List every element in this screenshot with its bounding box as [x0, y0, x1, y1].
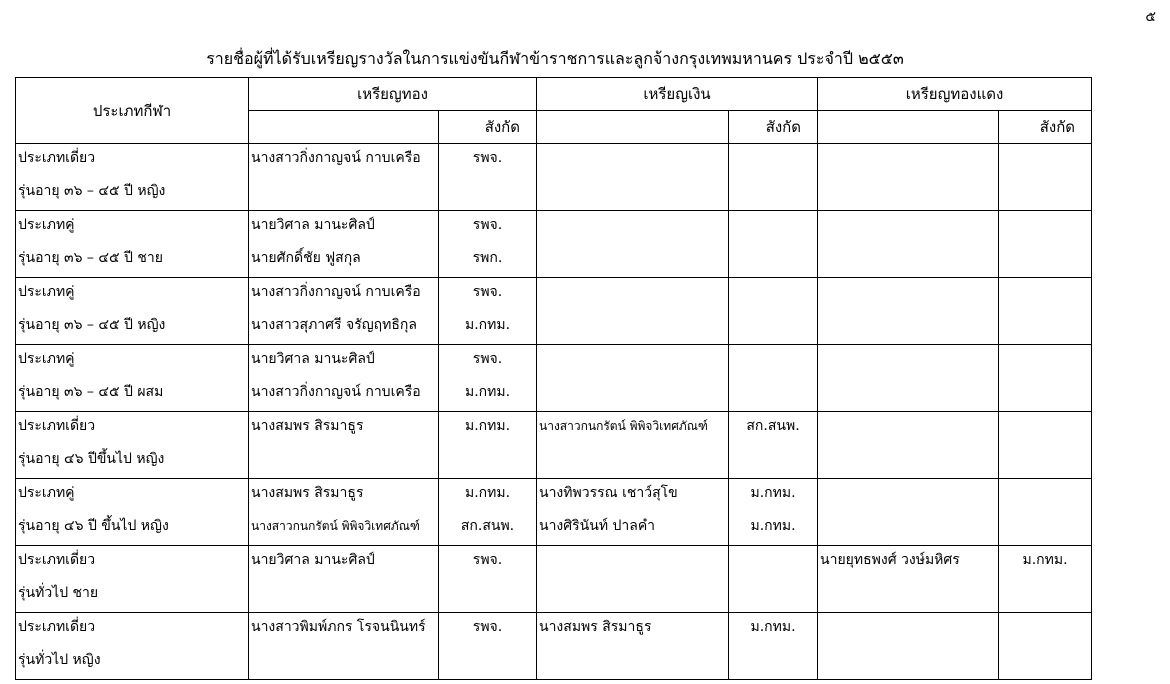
empty-line: [999, 378, 1091, 411]
empty-line: [818, 211, 998, 244]
bronze-affiliation-cell: [999, 479, 1092, 546]
empty-line: [537, 144, 728, 177]
category-cell: [16, 479, 249, 546]
category-text: ประเภทเดี่ยว: [18, 418, 96, 434]
bronze-affiliation-cell: [999, 345, 1092, 412]
silver-affiliation-text: สก.สนพ.: [746, 418, 800, 434]
empty-line: [729, 445, 817, 478]
category-text: รุ่นอายุ ๔๖ ปีขึ้นไป หญิง: [18, 451, 165, 467]
table-row: [16, 211, 1092, 278]
empty-line: [439, 579, 536, 612]
silver-winner-cell: [537, 345, 729, 412]
category-cell: [16, 412, 249, 479]
empty-line: [537, 345, 728, 378]
empty-line: [729, 546, 817, 579]
table-row: [16, 546, 1092, 613]
bronze-affiliation-cell: [999, 613, 1092, 680]
silver-affiliation-text: ม.กทม.: [750, 619, 796, 635]
gold-affiliation-cell: [439, 345, 537, 412]
empty-line: [818, 278, 998, 311]
gold-affiliation-header: สังกัด: [439, 111, 537, 144]
silver-affiliation-cell: [729, 412, 818, 479]
table-body: [16, 144, 1092, 680]
empty-line: [999, 311, 1091, 344]
empty-line: [729, 244, 817, 277]
silver-winner-text: นางทิพวรรณ เชาว์สุโข: [539, 485, 678, 501]
bronze-winner-cell: [818, 211, 999, 278]
category-text: รุ่นทั่วไป ชาย: [18, 585, 99, 601]
gold-winner-cell: [249, 211, 439, 278]
bronze-affiliation-cell: [999, 412, 1092, 479]
empty-line: [537, 445, 728, 478]
silver-winner-text: นางสาวกนกรัตน์ พิพิจวิเทศภัณฑ์: [539, 419, 708, 433]
empty-line: [537, 646, 728, 679]
gold-winner-cell: [249, 144, 439, 211]
silver-winner-cell: [537, 546, 729, 613]
category-text: รุ่นอายุ ๓๖ – ๔๕ ปี ผสม: [18, 384, 164, 400]
gold-winner-text: นายวิศาล มานะศิลป์: [251, 217, 375, 233]
empty-line: [999, 479, 1091, 512]
gold-affiliation-text: ม.กทม.: [464, 384, 511, 400]
empty-line: [537, 546, 728, 579]
bronze-winner-cell: [818, 479, 999, 546]
bronze-affiliation-cell: [999, 144, 1092, 211]
bronze-winner-cell: [818, 412, 999, 479]
bronze-winner-cell: [818, 144, 999, 211]
gold-winner-text: นางสาวกิ่งกาญจน์ กาบเครือ: [251, 284, 421, 300]
silver-winner-cell: [537, 144, 729, 211]
silver-name-subheader: [537, 111, 729, 144]
gold-winner-text: นางสาวพิมพ์ภกร โรจนนินทร์: [251, 619, 426, 635]
empty-line: [999, 512, 1091, 545]
category-text: รุ่นอายุ ๓๖ – ๔๕ ปี ชาย: [18, 250, 163, 266]
empty-line: [818, 445, 998, 478]
gold-affiliation-text: รพจ.: [472, 284, 503, 300]
bronze-affiliation-text: ม.กทม.: [1022, 552, 1068, 568]
silver-affiliation-text: ม.กทม.: [750, 485, 796, 501]
gold-affiliation-text: ม.กทม.: [464, 485, 511, 501]
gold-affiliation-text: สก.สนพ.: [460, 518, 515, 534]
empty-line: [729, 345, 817, 378]
bronze-name-subheader: [818, 111, 999, 144]
empty-line: [729, 311, 817, 344]
table-row: [16, 278, 1092, 345]
silver-affiliation-header: สังกัด: [729, 111, 818, 144]
empty-line: [818, 646, 998, 679]
bronze-winner-cell: [818, 345, 999, 412]
empty-line: [999, 144, 1091, 177]
empty-line: [439, 445, 536, 478]
gold-winner-text: นางสาวกนกรัตน์ พิพิจวิเทศภัณฑ์: [251, 519, 420, 533]
empty-line: [729, 278, 817, 311]
silver-winner-cell: [537, 479, 729, 546]
category-cell: [16, 144, 249, 211]
empty-line: [439, 646, 536, 679]
gold-winner-text: นายวิศาล มานะศิลป์: [251, 351, 375, 367]
empty-line: [818, 479, 998, 512]
gold-affiliation-text: รพจ.: [472, 150, 503, 166]
gold-winner-text: นางสมพร สิรมาธูร: [251, 418, 364, 434]
page-number: ๕: [1145, 9, 1156, 25]
silver-winner-cell: [537, 278, 729, 345]
empty-line: [729, 211, 817, 244]
category-text: ประเภทเดี่ยว: [18, 619, 96, 635]
empty-line: [818, 512, 998, 545]
silver-affiliation-cell: [729, 278, 818, 345]
silver-winner-text: นางศิรินันท์ ปาลคำ: [539, 518, 656, 534]
gold-winner-cell: [249, 546, 439, 613]
empty-line: [999, 345, 1091, 378]
gold-affiliation-text: รพจ.: [472, 619, 503, 635]
gold-winner-text: นางสาวกิ่งกาญจน์ กาบเครือ: [251, 384, 421, 400]
category-text: รุ่นอายุ ๓๖ – ๔๕ ปี หญิง: [18, 183, 166, 199]
silver-winner-cell: [537, 613, 729, 680]
bronze-winner-cell: [818, 278, 999, 345]
empty-line: [818, 412, 998, 445]
bronze-affiliation-header: สังกัด: [999, 111, 1092, 144]
empty-line: [249, 445, 438, 478]
empty-line: [818, 144, 998, 177]
empty-line: [537, 311, 728, 344]
empty-line: [999, 244, 1091, 277]
empty-line: [818, 579, 998, 612]
empty-line: [729, 177, 817, 210]
empty-line: [537, 278, 728, 311]
category-text: ประเภทเดี่ยว: [18, 552, 96, 568]
gold-winner-cell: [249, 278, 439, 345]
category-text: ประเภทคู่: [18, 351, 75, 367]
gold-affiliation-text: ม.กทม.: [464, 317, 511, 333]
category-text: ประเภทเดี่ยว: [18, 150, 96, 166]
medal-results-table: [15, 77, 1092, 680]
empty-line: [999, 177, 1091, 210]
category-text: ประเภทคู่: [18, 485, 75, 501]
empty-line: [999, 278, 1091, 311]
empty-line: [249, 579, 438, 612]
category-text: ประเภทคู่: [18, 217, 75, 233]
gold-affiliation-text: รพจ.: [472, 552, 503, 568]
empty-line: [818, 177, 998, 210]
bronze-medal-header: เหรียญทองแดง: [818, 78, 1092, 111]
category-cell: [16, 613, 249, 680]
empty-line: [999, 211, 1091, 244]
category-text: รุ่นอายุ ๓๖ – ๔๕ ปี หญิง: [18, 317, 166, 333]
category-text: รุ่นทั่วไป หญิง: [18, 652, 101, 668]
sport-category-header: ประเภทกีฬา: [16, 78, 249, 144]
empty-line: [729, 579, 817, 612]
gold-winner-text: นางสาวกิ่งกาญจน์ กาบเครือ: [251, 150, 421, 166]
silver-affiliation-cell: [729, 479, 818, 546]
bronze-affiliation-cell: [999, 211, 1092, 278]
gold-winner-text: นางสมพร สิรมาธูร: [251, 485, 364, 501]
empty-line: [818, 613, 998, 646]
silver-medal-header: เหรียญเงิน: [537, 78, 818, 111]
gold-winner-cell: [249, 412, 439, 479]
gold-affiliation-cell: [439, 144, 537, 211]
empty-line: [999, 646, 1091, 679]
table-row: [16, 479, 1092, 546]
silver-winner-cell: [537, 412, 729, 479]
silver-affiliation-text: ม.กทม.: [750, 518, 796, 534]
silver-affiliation-cell: [729, 211, 818, 278]
empty-line: [818, 345, 998, 378]
bronze-winner-cell: [818, 613, 999, 680]
bronze-affiliation-cell: [999, 546, 1092, 613]
gold-name-subheader: [249, 111, 439, 144]
gold-winner-text: นางสาวสุภาศรี จรัญฤทธิกุล: [251, 317, 417, 333]
empty-line: [537, 244, 728, 277]
gold-affiliation-text: รพก.: [472, 250, 503, 266]
gold-winner-cell: [249, 345, 439, 412]
page-title: รายชื่อผู้ที่ได้รับเหรียญรางวัลในการแข่งขันกีฬาข้าราชการและลูกจ้างกรุงเทพมหานคร ประจำปี ๒๕๕๓: [206, 49, 904, 68]
silver-affiliation-cell: [729, 345, 818, 412]
gold-affiliation-cell: [439, 211, 537, 278]
gold-medal-header: เหรียญทอง: [249, 78, 537, 111]
silver-winner-text: นางสมพร สิรมาธูร: [539, 619, 652, 635]
category-cell: [16, 278, 249, 345]
gold-affiliation-cell: [439, 412, 537, 479]
gold-affiliation-cell: [439, 479, 537, 546]
empty-line: [249, 646, 438, 679]
empty-line: [999, 445, 1091, 478]
gold-affiliation-text: ม.กทม.: [464, 418, 511, 434]
category-cell: [16, 345, 249, 412]
gold-affiliation-text: รพจ.: [472, 351, 503, 367]
bronze-winner-cell: [818, 546, 999, 613]
empty-line: [729, 378, 817, 411]
silver-winner-cell: [537, 211, 729, 278]
empty-line: [729, 646, 817, 679]
empty-line: [818, 378, 998, 411]
table-row: [16, 613, 1092, 680]
gold-winner-cell: [249, 479, 439, 546]
bronze-winner-text: นายยุทธพงศ์ วงษ์มหิศร: [820, 552, 960, 568]
table-row: [16, 412, 1092, 479]
empty-line: [537, 579, 728, 612]
empty-line: [537, 177, 728, 210]
empty-line: [249, 177, 438, 210]
header-row-1: [16, 78, 1092, 111]
category-cell: [16, 211, 249, 278]
empty-line: [999, 613, 1091, 646]
empty-line: [729, 144, 817, 177]
empty-line: [818, 244, 998, 277]
gold-winner-text: นายวิศาล มานะศิลป์: [251, 552, 375, 568]
silver-affiliation-cell: [729, 546, 818, 613]
gold-affiliation-cell: [439, 278, 537, 345]
category-cell: [16, 546, 249, 613]
gold-affiliation-cell: [439, 546, 537, 613]
silver-affiliation-cell: [729, 144, 818, 211]
empty-line: [537, 211, 728, 244]
gold-affiliation-text: รพจ.: [472, 217, 503, 233]
silver-affiliation-cell: [729, 613, 818, 680]
empty-line: [999, 412, 1091, 445]
table-row: [16, 345, 1092, 412]
empty-line: [537, 378, 728, 411]
category-text: ประเภทคู่: [18, 284, 75, 300]
empty-line: [439, 177, 536, 210]
gold-winner-text: นายศักดิ์ชัย ฟูสกุล: [251, 250, 361, 266]
empty-line: [818, 311, 998, 344]
bronze-affiliation-cell: [999, 278, 1092, 345]
category-text: รุ่นอายุ ๔๖ ปี ขึ้นไป หญิง: [18, 518, 169, 534]
gold-affiliation-cell: [439, 613, 537, 680]
table-row: [16, 144, 1092, 211]
empty-line: [999, 579, 1091, 612]
gold-winner-cell: [249, 613, 439, 680]
